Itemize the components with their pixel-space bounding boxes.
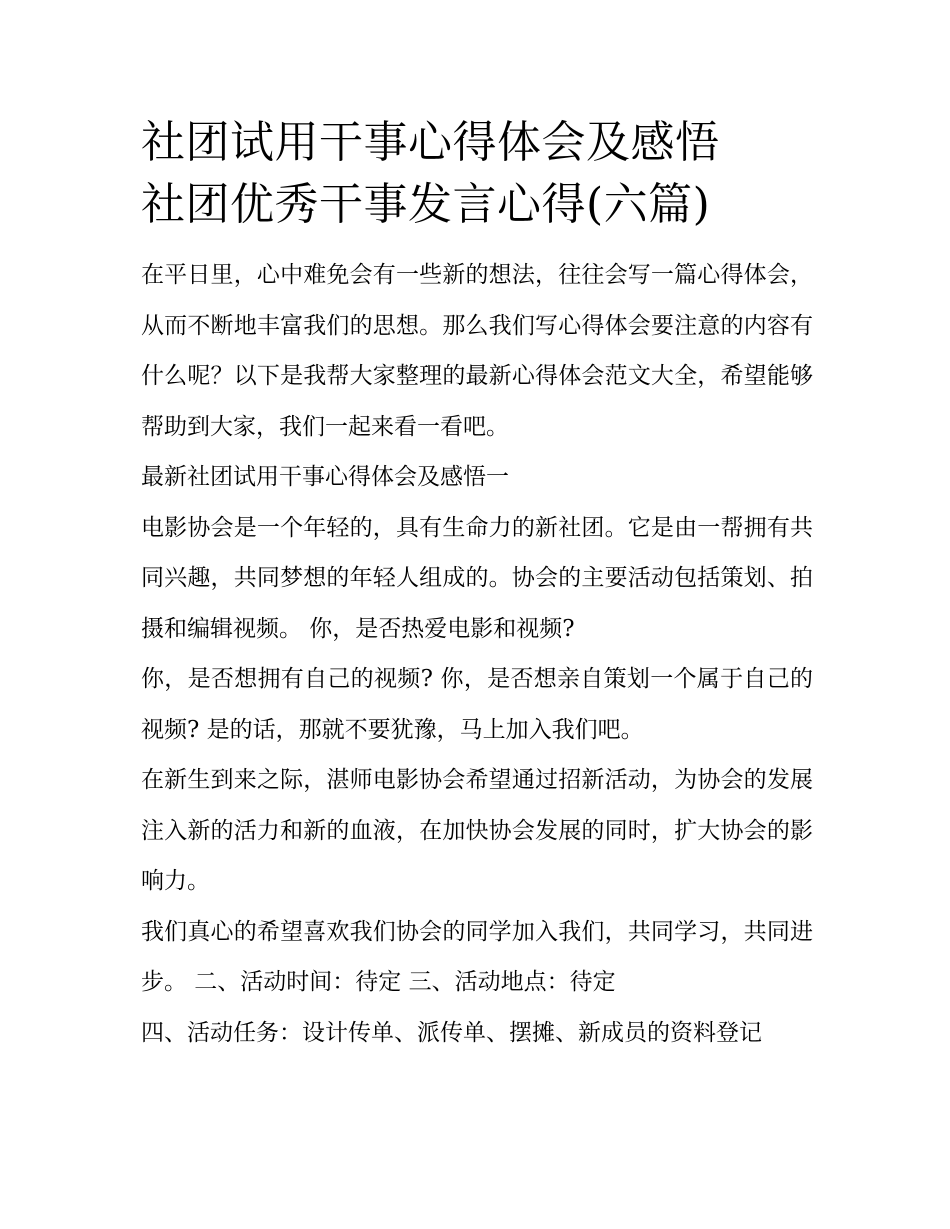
paragraph-tasks: 四、活动任务：设计传单、派传单、摆摊、新成员的资料登记	[141, 1019, 762, 1046]
title-line-2: 社团优秀干事发言心得(六篇)	[141, 179, 711, 230]
paragraph-intro: 在平日里，心中难免会有一些新的想法，往往会写一篇心得体会，从而不断地丰富我们的思想。那么我们写心得体会要注意的内容有什么呢？以下是我帮大家整理的最新心得体会范文大全，希望能够帮助到大家，我们一起来看一看吧。	[141, 262, 813, 440]
paragraph-hope: 我们真心的希望喜欢我们协会的同学加入我们，共同学习，共同进步。 二、活动时间：待定 三、活动地点：待定	[141, 918, 813, 995]
document-title	[141, 112, 813, 236]
paragraph-association: 电影协会是一个年轻的，具有生命力的新社团。它是由一帮拥有共同兴趣，共同梦想的年轻人组成的。协会的主要活动包括策划、拍摄和编辑视频。 你，是否热爱电影和视频?	[141, 514, 813, 642]
title-line-1: 社团试用干事心得体会及感悟	[141, 117, 720, 168]
paragraph-invitation: 你，是否想拥有自己的视频? 你，是否想亲自策划一个属于自己的视频? 是的话，那就不要犹豫，马上加入我们吧。	[141, 666, 813, 743]
document-body	[141, 250, 813, 1058]
document-page	[141, 112, 813, 1058]
paragraph-recruitment: 在新生到来之际，湛师电影协会希望通过招新活动，为协会的发展注入新的活力和新的血液，在加快协会发展的同时，扩大协会的影响力。	[141, 767, 813, 894]
section-heading: 最新社团试用干事心得体会及感悟一	[141, 464, 509, 490]
